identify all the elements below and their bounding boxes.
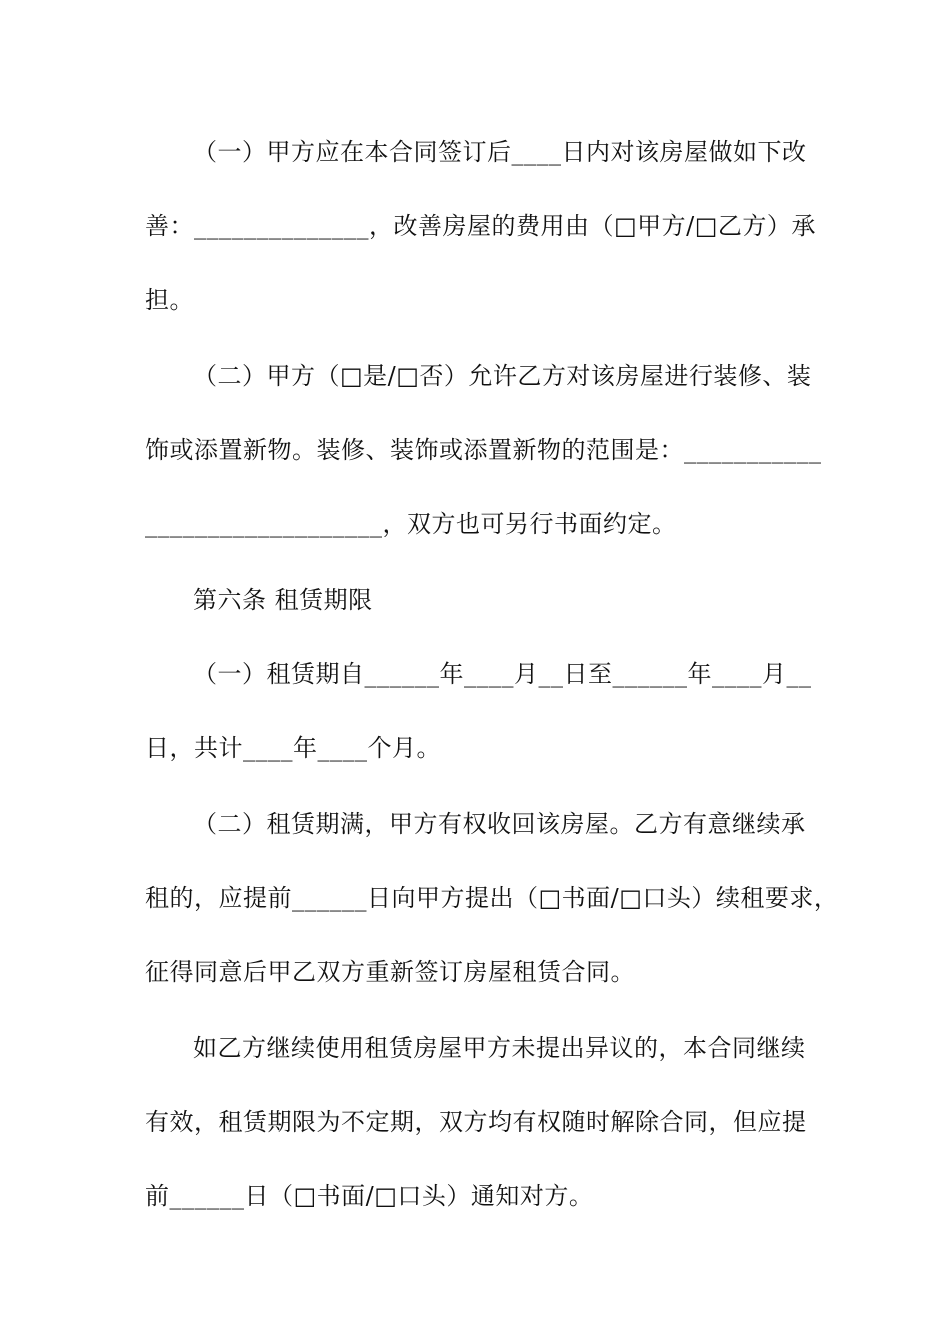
clause-5-1-line-2: 善：______________，改善房屋的费用由（□甲方/□乙方）承 bbox=[145, 212, 816, 240]
clause-6-3-line-3: 前______日（□书面/□口头）通知对方。 bbox=[145, 1182, 594, 1210]
clause-6-1-line-1: （一）租赁期自______年____月__日至______年____月__ bbox=[193, 660, 812, 688]
clause-6-2-line-3: 征得同意后甲乙双方重新签订房屋租赁合同。 bbox=[145, 958, 635, 986]
clause-5-2-line-1: （二）甲方（□是/□否）允许乙方对该房屋进行装修、装 bbox=[193, 362, 812, 390]
clause-5-2-line-3: ___________________，双方也可另行书面约定。 bbox=[145, 510, 677, 538]
clause-6-2-line-2: 租的，应提前______日向甲方提出（□书面/□口头）续租要求， bbox=[145, 884, 839, 912]
clause-6-2-line-1: （二）租赁期满，甲方有权收回该房屋。乙方有意继续承 bbox=[193, 810, 806, 838]
clause-6-1-line-2: 日，共计____年____个月。 bbox=[145, 734, 441, 762]
clause-5-1-line-1: （一）甲方应在本合同签订后____日内对该房屋做如下改 bbox=[193, 138, 807, 166]
article-6-heading: 第六条 租赁期限 bbox=[193, 586, 373, 614]
clause-6-3-line-1: 如乙方继续使用租赁房屋甲方未提出异议的，本合同继续 bbox=[193, 1034, 806, 1062]
clause-5-2-line-2: 饰或添置新物。装修、装饰或添置新物的范围是：___________ bbox=[145, 436, 822, 464]
clause-6-3-line-2: 有效，租赁期限为不定期，双方均有权随时解除合同，但应提 bbox=[145, 1108, 807, 1136]
clause-5-1-line-3: 担。 bbox=[145, 286, 194, 314]
